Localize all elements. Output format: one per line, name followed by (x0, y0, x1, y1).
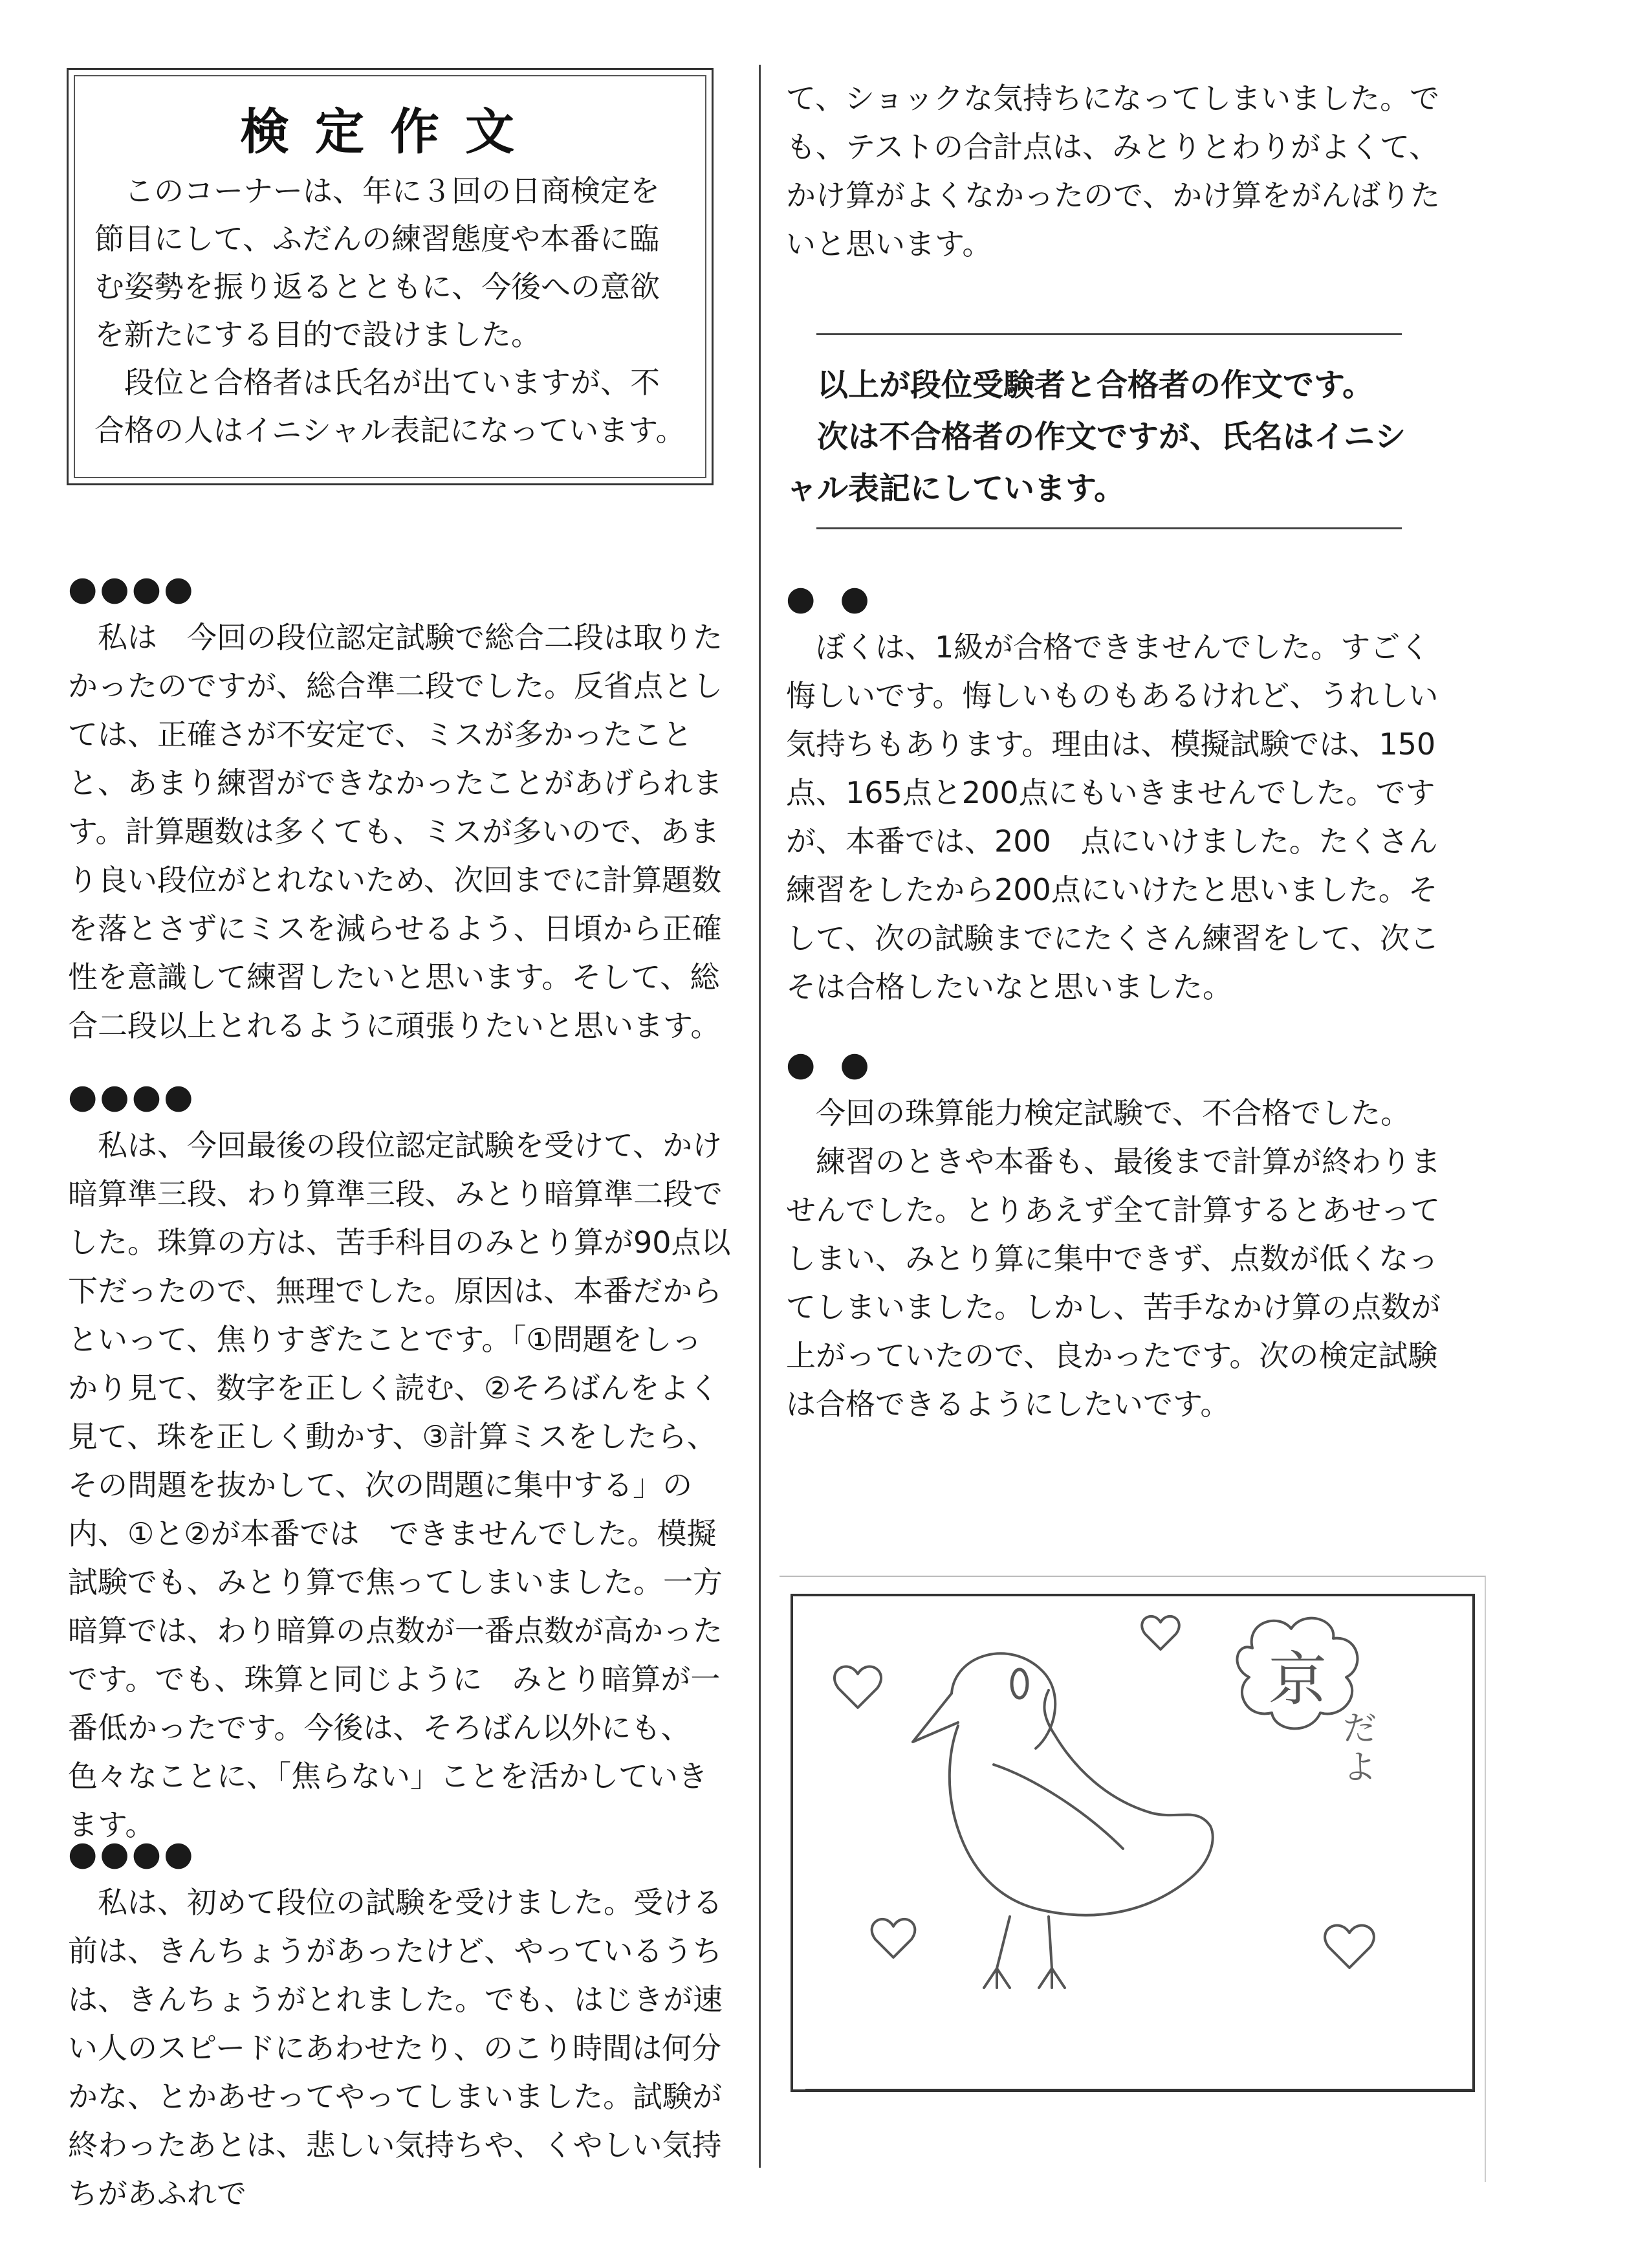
divider-rule (816, 527, 1402, 529)
essay-3-continuation (786, 74, 1459, 269)
duck-leg (984, 1917, 1010, 1988)
author-name: ●●●● (68, 1834, 196, 1873)
duck-drawing (791, 1594, 1475, 2092)
essay-paragraph: 練習のときや本番も、最後まで計算が終わりませんでした。とりあえず全て計算するとあせってしまい、みとり算に集中できず、点数が低くなってしまいました。しかし、苦手なかけ算の点数が上がっていたので、良かったです。次の検定試験は合格できるようにしたいです。 (786, 1144, 1441, 1422)
note-line: 以上が段位受験者と合格者の作文です。 (817, 367, 1374, 403)
page-title: 検定作文 (240, 103, 540, 160)
divider-rule (816, 333, 1402, 335)
essay-paragraph: 私は、初めて段位の試験を受けました。受ける前は、きんちょうがあったけど、やっているうちは、きんちょうがとれました。でも、はじきが速い人のスピードにあわせたり、のこり時間は何分かな、とかあせってやってしまいました。試験が終わったあとは、悲しい気持ちや、くやしい気持ちがあふれで (68, 1885, 723, 2211)
note-line: 次は不合格者の作文ですが、氏名はイニシャル表記にしています。 (786, 419, 1406, 507)
heart-icon (1325, 1926, 1374, 1968)
essay-paragraph: て、ショックな気持ちになってしまいました。でも、テストの合計点は、みとりとわりがよくて、かけ算がよくなかったので、かけ算をがんばりたいと思います。 (786, 81, 1441, 261)
intro-paragraph: 段位と合格者は氏名が出ていますが、不合格の人はイニシャル表記になっています。 (94, 365, 686, 448)
intro-paragraph: このコーナーは、年に３回の日商検定を節目にして、ふだんの練習態度や本番に臨む姿勢を振り返るとともに、今後への意欲を新たにする目的で設けました。 (94, 173, 660, 352)
duck-wing (994, 1765, 1123, 1849)
essay-paragraph: 私は、今回最後の段位認定試験を受けて、かけ暗算準三段、わり算準三段、みとり暗算準二段でした。珠算の方は、苦手科目のみとり算が90点以下だったので、無理でした。原因は、本番だからといって、焦りすぎたことです。「①問題をしっかり見て、数字を正しく読む、②そろばんをよく見て、珠を正しく動かす、③計算ミスをしたら、その問題を抜かして、次の問題に集中する」の内、①と②が本番では できませんでした。模擬試験でも、みとり算で焦ってしまいました。一方 暗算では、わり暗算の点数が一番点数が高かったです。でも、珠算と同じように みとり暗算が一番低かったです。今後は、そろばん以外にも、色々なことに、「焦らない」ことを活かしていきます。 (68, 1128, 752, 1842)
duck-head (952, 1653, 1055, 1748)
author-name: ●●●● (68, 569, 196, 608)
duck-eye (1012, 1669, 1027, 1698)
essay-2 (68, 1077, 752, 1849)
bubble-text: 京 (1269, 1646, 1327, 1713)
essay-paragraph: 私は 今回の段位認定試験で総合二段は取りたかったのですが、総合準二段でした。反省点としては、正確さが不安定で、ミスが多かったことと、あまり練習ができなかったことがあげられます。計算題数は多くても、ミスが多いので、あまり良い段位がとれないため、次回までに計算題数を落とさずにミスを減らせるよう、日頃から正確性を意識して練習したいと思います。そして、総合二段以上とれるように頑張りたいと思います。 (68, 620, 723, 1043)
duck-neck (950, 1690, 1213, 1915)
duck-illustration (793, 1596, 1478, 2095)
essay-4 (786, 579, 1466, 1011)
essay-paragraph: ぼくは、1級が合格できませんでした。すごく悔しいです。悔しいものもあるけれど、うれしい気持ちもあります。理由は、模擬試験では、150 点、165点と200点にもいきませんでした。ですが、本番では、200 点にいけました。たくさん練習をしたから200点にいけたと思いました。そして、次の試験までにたくさん練習をして、次こそは合格したいなと思いました。 (786, 630, 1466, 1004)
duck-leg (1039, 1917, 1065, 1988)
author-name: ●● (786, 579, 894, 618)
author-name: ●● (786, 1045, 894, 1084)
drawing-bottom-border (805, 2089, 1472, 2091)
duck-beak (913, 1693, 958, 1742)
essay-paragraph: 今回の珠算能力検定試験で、不合格でした。 (816, 1095, 1411, 1130)
heart-icon (834, 1667, 881, 1708)
intro-text (94, 167, 689, 454)
essay-3 (68, 1834, 731, 2218)
heart-icon (872, 1919, 915, 1957)
heart-icon (1142, 1616, 1179, 1649)
author-name: ●●●● (68, 1077, 196, 1116)
title-box (67, 68, 714, 485)
column-divider (759, 65, 761, 2168)
section-note (786, 359, 1433, 514)
essay-5 (786, 1045, 1456, 1429)
essay-1 (68, 569, 731, 1050)
handwritten-note: だよ (1343, 1710, 1377, 1787)
